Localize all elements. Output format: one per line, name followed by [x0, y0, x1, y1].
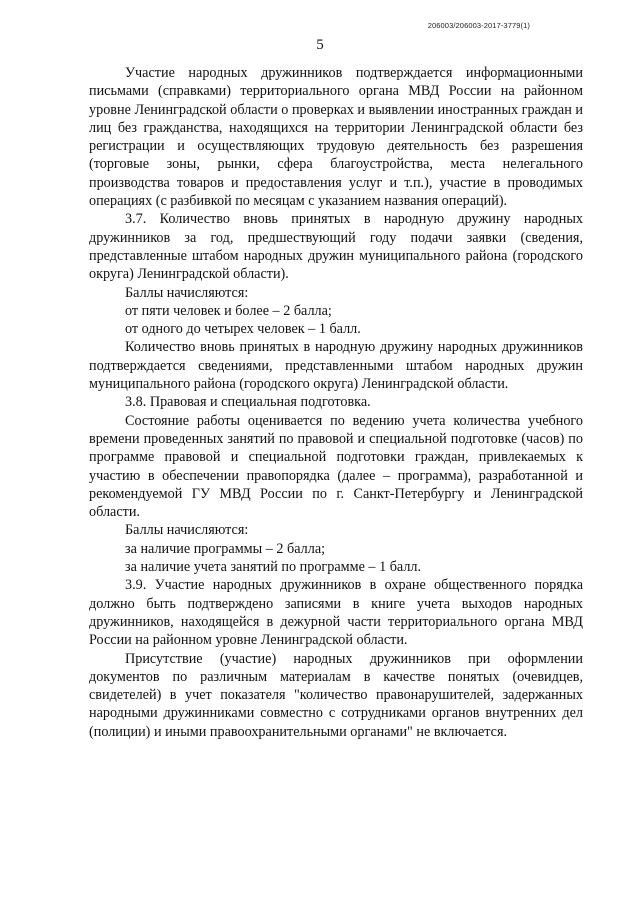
document-body	[89, 64, 583, 741]
page-number: 5	[316, 37, 324, 53]
list-item: от пяти человек и более – 2 балла;	[125, 302, 332, 319]
list-item: Баллы начисляются:	[125, 284, 249, 301]
list-item: от одного до четырех человек – 1 балл.	[125, 321, 361, 338]
paragraph: 3.9. Участие народных дружинников в охране общественного порядка должно быть подтверждено записями в книге учета выходов народных дружинников, находящейся в дежурной части территориального органа МВД России на районном уровне Ленинградской области.	[89, 577, 583, 649]
paragraph: Состояние работы оценивается по ведению учета количества учебного времени проведенных занятий по правовой и специальной подготовке (часов) по программе правовой и специальной подготовки граждан, привлекаемых к участию в обеспечении правопорядка (далее – программа), разработанной и рекомендуемой ГУ МВД России по г. Санкт-Петербургу и Ленинградской области.	[89, 412, 583, 521]
section-heading: 3.8. Правовая и специальная подготовка.	[125, 394, 371, 411]
list-item: за наличие учета занятий по программе – 1 балл.	[125, 559, 422, 576]
list-item: Баллы начисляются:	[125, 522, 249, 539]
list-item: за наличие программы – 2 балла;	[125, 540, 326, 557]
paragraph: 3.7. Количество вновь принятых в народную дружину народных дружинников за год, предшествующий году подачи заявки (сведения, представленные штабом народных дружин муниципального района (городского округа) Ленинградской области).	[89, 211, 583, 283]
paragraph: Участие народных дружинников подтверждается информационными письмами (справками) территориального органа МВД России на районном уровне Ленинградской области о проверках и выявлении иностранных граждан и лиц без гражданства, находящихся на территории Ленинградской области без регистрации и осуществляющих трудовую деятельность без разрешения (торговые зоны, рынки, сфера благоустройства, места нелегального производства товаров и предоставления услуг и т.п.), участие в проводимых операциях (с разбивкой по месяцам с указанием названия операций).	[89, 65, 583, 210]
paragraph: Присутствие (участие) народных дружинников при оформлении документов по различным материалам в качестве понятых (очевидцев, свидетелей) в учет показателя "количество правонарушителей, задержанных народными дружинниками совместно с сотрудниками органов внутренних дел (полиции) и иными правоохранительными органами" не включается.	[89, 650, 583, 740]
document-id: 206003/206003-2017-3779(1)	[427, 21, 530, 30]
paragraph: Количество вновь принятых в народную дружину народных дружинников подтверждается сведениями, представленными штабом народных дружин муниципального района (городского округа) Ленинградской области.	[89, 339, 583, 393]
